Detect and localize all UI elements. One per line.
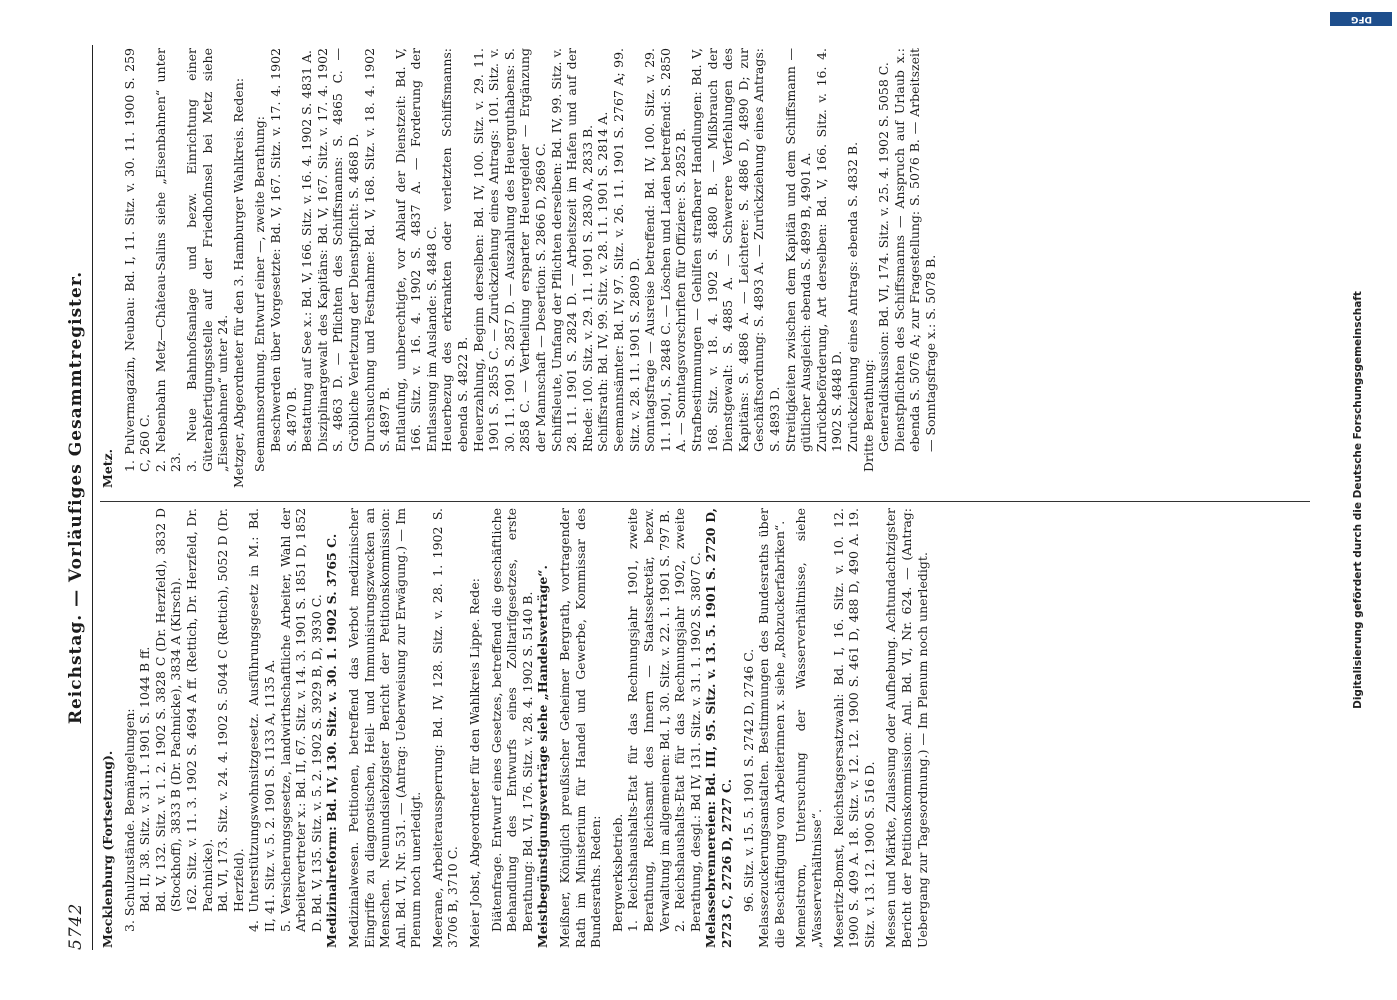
index-entry: 4. Unterstützungswohnsitzgesetz. Ausführungsgesetz in M.: Bd. II, 41. Sitz. v. 5. 2. 1901 S. 1133 A, 1135 A. — [246, 508, 277, 932]
index-entry: Heuerbezug des erkrankten oder verletzten Schiffsmanns: ebenda S. 4822 B. — [439, 48, 471, 452]
index-entry: 162. Sitz. v. 11. 3. 1902 S. 4694 A ff. (Rettich, Dr. Herzfeld, Dr. Pachnicke). — [183, 508, 215, 912]
index-entry: Memelstrom, Untersuchung der Wasserverhältnisse, siehe „Wasserverhältnisse“. — [793, 508, 824, 948]
index-entry: Beschwerden über Vorgesetzte: Bd. V, 167. Sitz. v. 17. 4. 1902 S. 4870 B. — [267, 48, 299, 452]
index-entry: Generaldiskussion: Bd. VI, 174. Sitz. v. 25. 4. 1902 S. 5058 C. — [876, 62, 892, 452]
left-column — [100, 508, 936, 948]
index-entry: Streitigkeiten zwischen dem Kapitän und dem Schiffsmann — gütlicher Ausgleich: ebenda S. 4899 B, 4901 A. — [782, 48, 814, 452]
index-entry: Disziplinargewalt des Kapitäns: Bd. V, 167. Sitz. v. 17. 4. 1902 S. 4863 D. — Pflichten des Schiffsmanns: S. 4865 C. — Gröbliche Verletzung der Dienstpflicht: S. 4868 D. — [314, 48, 361, 452]
header-rule — [92, 45, 93, 950]
index-entry: Bd. VI, 173. Sitz. v. 24. 4. 1902 S. 5044 C (Rettich), 5052 D (Dr. Herzfeld). — [215, 508, 246, 912]
index-entry: Dienstpflichten des Schiffsmanns — Anspruch auf Urlaub x.: ebenda S. 5076 A; zur Fragestellung: S. 5076 B. — Arbeitszeit — Sonntagsfrage x.: S. 5078 B. — [891, 48, 938, 452]
index-entry: 1. Pulvermagazin, Neubau: Bd. I, 11. Sitz. v. 30. 11. 1900 S. 259 C, 260 C. — [121, 48, 153, 472]
index-entry: Seemannsordnung. Entwurf einer —, zweite Berathung: — [252, 115, 268, 472]
index-entry: Meseritz-Bomst, Reichstagsersatzwahl: Bd. I, 16. Sitz. v. 10. 12. 1900 S. 409 A. 18. Sitz. v. 12. 12. 1900 S. 461 D, 488 D, 490 A. 19. Sitz. v. 13. 12. 1900 S. 516 D. — [830, 508, 877, 948]
digitization-note: Digitalisierung gefördert durch die Deutsche Forschungsgemeinschaft — [1352, 291, 1364, 709]
running-title: Reichstag. — Vorläufiges Gesammtregister. — [66, 270, 86, 725]
index-entry: Bestattung auf See x.: Bd. V, 166. Sitz. v. 16. 4. 1902 S. 4831 A. — [299, 50, 315, 452]
column-divider — [100, 501, 1310, 502]
dfg-logo: DFG — [1330, 12, 1392, 26]
index-entry: 1. Reichshaushalts-Etat für das Rechnungsjahr 1901, zweite Berathung, Reichsamt des Innern — Staatssekretär, bezw. Verwaltung im allgemeinen: Bd. I, 30. Sitz. v. 22. 1. 1901 S. 797 B. — [625, 508, 672, 932]
index-entry: Meier Jobst, Abgeordneter für den Wahlkreis Lippe. Rede: — [467, 578, 483, 948]
index-entry: Dritte Berathung: — [860, 359, 876, 472]
index-entry: Heuerzahlung, Beginn derselben: Bd. IV, 100. Sitz. v. 29. 11. 1901 S. 2855 C. — Zurückziehung eines Antrags: 101. Sitz. v. 30. 11. 1901 S. 2857 D. — Auszahlung des Heuerguthabens: S. 2858 C. — Vertheilung ersparter Heuergelder — Ergänzung der Mannschaft — Desertion: S. 2866 D, 2869 C. — [470, 48, 549, 452]
index-entry: Messen und Märkte, Zulassung oder Aufhebung. Achtundachtzigster Bericht der Petitionskommission: Anl. Bd. VI, Nr. 624. — (Antrag: Uebergang zur Tagesordnung.) — Im Plenum noch unerledigt. — [883, 508, 930, 948]
index-entry: 96. Sitz. v. 15. 5. 1901 S. 2742 D, 2746 C. — [740, 648, 756, 912]
index-entry: 3. Neue Bahnhofsanlage und bezw. Einrichtung einer Güterabfertigungsstelle auf der Friedhofinsel bei Metz siehe „Eisenbahnen“ unter 24. — [183, 48, 231, 472]
index-entry: Schiffsrath: Bd. IV, 99. Sitz. v. 28. 11. 1901 S. 2814 A. — [595, 111, 611, 452]
index-entry: 5. Versicherungsgesetze, landwirthschaftliche Arbeiter, Wahl der Arbeitervertreter x.: Bd. II, 67. Sitz. v. 14. 3. 1901 S. 1851 D, 1852 D. Bd. V, 135. Sitz. v. 5. 2. 1902 S. 3929 B, D, 3930 C. — [277, 508, 324, 932]
index-entry: Zurückbeförderung, Art derselben: Bd. V, 166. Sitz. v. 16. 4. 1902 S. 4848 D. — [813, 48, 845, 452]
index-entry: Zurückziehung eines Antrags: ebenda S. 4832 B. — [844, 141, 860, 452]
index-entry: Bergwerksbetrieb. — [609, 813, 625, 932]
index-entry: 2. Nebenbahn Metz—Château-Salins siehe „Eisenbahnen“ unter 23. — [152, 48, 184, 472]
index-entry: Medizinalreform: Bd. IV, 130. Sitz. v. 30. 1. 1902 S. 3765 C. — [324, 533, 340, 948]
index-entry: Bd. II, 38. Sitz. v. 31. 1. 1901 S. 1044 B ff. — [137, 646, 153, 912]
index-entry: Meerane, Arbeiteraussperrung: Bd. IV, 128. Sitz. v. 28. 1. 1902 S. 3706 B, 3710 C. — [429, 508, 461, 948]
index-entry: Medizinalwesen. Petitionen, betreffend das Verbot medizinischer Eingriffe zu diagnostischen, Heil- und Immunisirungszwecken an Menschen. Neunundsiebzigster Bericht der Petitionskommission: Anl. Bd. VI, Nr. 531. — (Antrag: Ueberweisung zur Erwägung.) — Im Plenum noch unerledigt. — [345, 508, 424, 948]
page-number: 5742 — [66, 902, 86, 950]
index-entry: Meißner, Königlich preußischer Geheimer Bergrath, vortragender Rath im Ministerium für Handel und Gewerbe, Kommissar des Bundesraths. Reden: — [557, 508, 604, 948]
index-entry: Metz. — [100, 448, 115, 488]
index-entry: 2. Reichshaushalts-Etat für das Rechnungsjahr 1902, zweite Berathung, desgl.: Bd IV, 131. Sitz. v. 31. 1. 1902 S. 3807 C. — [672, 508, 703, 932]
index-entry: Seemannsämter: Bd. IV, 97. Sitz. v. 26. 11. 1901 S. 2767 A; 99. Sitz. v. 28. 11. 1901 S. 2809 D. — [611, 48, 642, 452]
index-entry: Durchsuchung und Festnahme: Bd. V, 168. Sitz. v. 18. 4. 1902 S. 4897 B. — [361, 48, 393, 452]
index-entry: Meistbegünstigungsverträge siehe „Handelsverträge“. — [535, 565, 551, 948]
index-entry: Metzger, Abgeordneter für den 3. Hamburger Wahlkreis. Reden: — [230, 77, 246, 488]
page-header — [60, 45, 90, 950]
index-entry: Bd. V, 132. Sitz. v. 1. 2. 1902 S. 3828 C (Dr. Herzfeld), 3832 D (Stockhoff), 3833 B (Dr. Pachnicke), 3834 A (Kirsch). — [152, 508, 184, 912]
index-entry: Sonntagsfrage — Ausreise betreffend: Bd. IV, 100. Sitz. v. 29. 11. 1901, S. 2848 C. — Löschen und Laden betreffend: S. 2850 A. — Sonntagsvorschriften für Offiziere: S. 2852 B. — [642, 48, 689, 452]
index-entry: Entlaufung, unberechtigte, vor Ablauf der Dienstzeit: Bd. V, 166. Sitz. v. 16. 4. 1902 S. 4837 A. — Forderung der Entlassung im Auslande: S. 4848 C. — [392, 48, 439, 452]
index-entry: Melassezuckerungsanstalten. Bestimmungen des Bundesraths über die Beschäftigung von Arbeiterinnen x. siehe „Rohzuckerfabriken“. — [756, 508, 787, 948]
index-entry: 3. Schulzustände. Bemängelungen: — [121, 708, 137, 932]
index-entry: Schiffsleute, Umfang der Pflichten derselben: Bd. IV, 99. Sitz. v. 28. 11. 1901 S. 2824 D. — Arbeitszeit im Hafen und auf der Rhede: 100. Sitz. v. 29. 11. 1901 S. 2830 A, 2833 B. — [548, 47, 595, 452]
right-column — [100, 48, 938, 488]
index-entry: Diätenfrage. Entwurf eines Gesetzes, betreffend die geschäftliche Behandlung des Entwurfs eines Zolltarifgesetzes, erste Berathung: Bd. VI, 176. Sitz. v. 28. 4. 1902 S. 5140 B. — [488, 508, 535, 932]
index-entry: Strafbestimmungen — Gehilfen strafbarer Handlungen: Bd. V, 168. Sitz. v. 18. 4. 1902 S. 4880 B. — Mißbrauch der Dienstgewalt: S. 4885 A. — Schwerere Verfehlungen des Kapitäns: S. 4886 A. — Leichtere: S. 4886 D, 4890 D; zur Geschäftsordnung: S. 4893 A. — Zurückziehung eines Antrags: S. 4893 D. — [688, 48, 782, 452]
index-entry: Melassebrennereien: Bd. III, 95. Sitz. v. 13. 5. 1901 S. 2720 D, 2723 C, 2726 D, 2727 C. — [703, 508, 734, 948]
index-entry: Mecklenburg (Fortsetzung). — [100, 750, 115, 948]
